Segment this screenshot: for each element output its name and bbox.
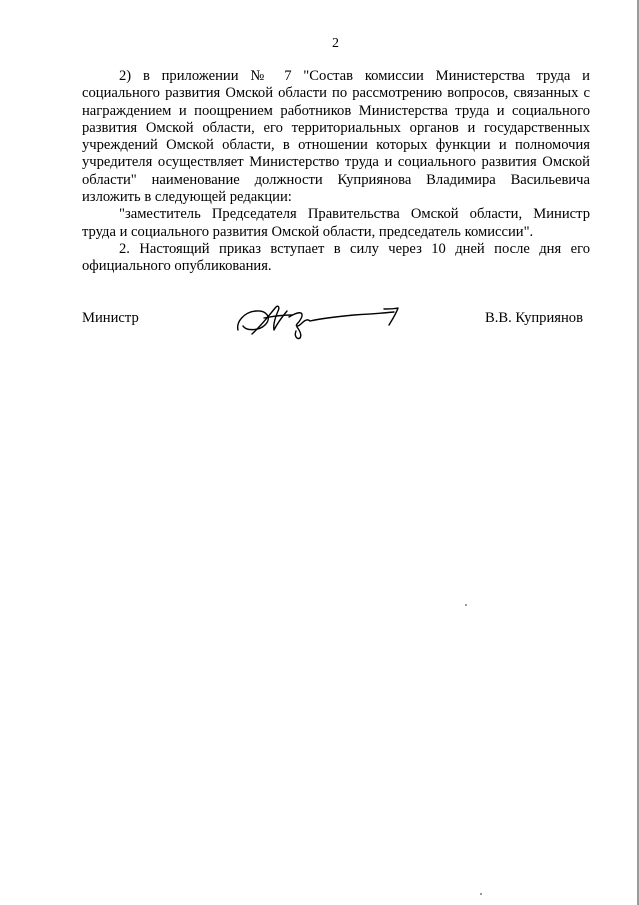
scan-speck bbox=[480, 893, 482, 895]
scan-speck bbox=[465, 604, 467, 606]
signature-block bbox=[82, 300, 583, 340]
paragraph-amendment: 2) в приложении № 7 "Состав комиссии Министерства труда и социального развития Омской области по рассмотрению вопросов, связанных с награждением и поощрением работников Министерства труда и социального развития Омской области, его территориальных органов и государственных учреждений Омской области, в отношении которых функции и полномочия учредителя осуществляет Министерство труда и социального развития Омской области" наименование должности Куприянова Владимира Васильевича изложить в следующей редакции: bbox=[82, 68, 590, 206]
signer-name: В.В. Куприянов bbox=[485, 310, 583, 326]
document-body bbox=[82, 68, 590, 276]
page-number: 2 bbox=[332, 36, 339, 51]
handwritten-signature bbox=[234, 300, 402, 340]
paragraph-effective-date: 2. Настоящий приказ вступает в силу через 10 дней после дня его официального опубликования. bbox=[82, 240, 590, 275]
paragraph-new-wording: "заместитель Председателя Правительства Омской области, Министр труда и социального развития Омской области, председатель комиссии". bbox=[82, 206, 590, 240]
signer-position: Министр bbox=[82, 310, 139, 326]
